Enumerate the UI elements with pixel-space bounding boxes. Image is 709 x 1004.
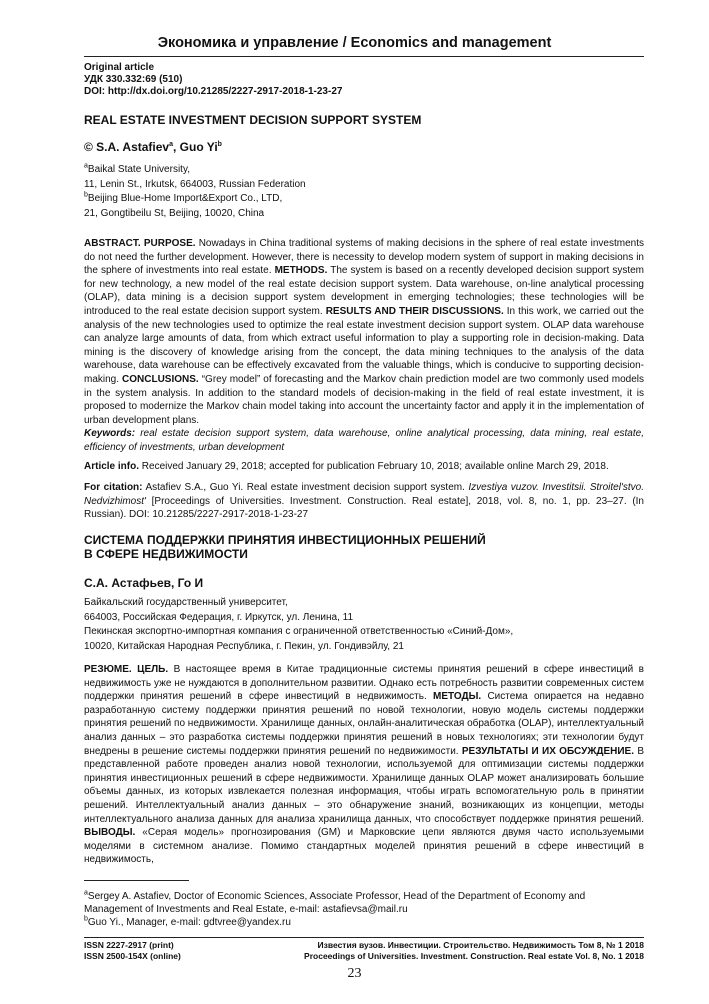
journal-header: Экономика и управление / Economics and management <box>157 35 552 51</box>
footer-rule <box>84 937 644 938</box>
authors-en <box>84 140 222 154</box>
footnote-rule <box>84 880 189 881</box>
affiliation-line: 21, Gongtibeilu St, Beijing, 10020, China <box>84 207 265 219</box>
footnotes <box>84 890 644 929</box>
article-meta <box>84 62 342 98</box>
title-en: REAL ESTATE INVESTMENT DECISION SUPPORT SYSTEM <box>84 113 422 127</box>
affiliation-line: $^a$Baikal State University, <box>84 162 190 175</box>
author-2-sup: b <box>217 141 222 148</box>
author-1-sup: a <box>169 141 173 148</box>
article-type: Original article <box>84 62 155 73</box>
abstract-en: ABSTRACT. PURPOSE. Nowadays in China traditional systems of making decisions in the sphere of real estate investments do not need the further development. However, there is necessity to develop modern system of support in making decisions in the sphere of investments into real estate. METHODS. The system is based on a recently developed decision support system for new technology, a new model of the real estate decision support system. Data warehouse, on-line analytical processing (OLAP), data mining is a decision support system development in emerging technologies; these technologies will be introduced to the real estate decision support system. RESULTS AND THEIR DISCUSSIONS. In this work, we carried out the analysis of the new technologies used to optimize the real estate investment decision support system. OLAP data warehouse can analyze large amounts of data, from which extract useful information to play a supporting role in decision-making. Data mining is the discovery of knowledge arising from the concept, the data mining techniques to the analysis of the data warehouse, data warehouse can be effectively excavated from the valuable things, which is conducive to supporting decision-making. CONCLUSIONS. “Grey model” of forecasting and the Markov chain prediction model are two commonly used models in the system analysis. In addition to the standard models of decision-making in the field of real estate investment, it is proposed to modernize the Markov chain model taking into account the uncertainty factor and apply it in the implementation of urban development plans. Keywords: real estate decision support system, data warehouse, online analytical processing, data mining, real estate, efficiency of investments, urban development <box>84 238 645 453</box>
footnote: $^a$Sergey A. Astafiev, Doctor of Economic Sciences, Associate Professor, Head of the Department of Economy and Management of Investments and Real Estate, e-mail: astafievsa@mail.ru <box>84 889 586 915</box>
title-ru: СИСТЕМА ПОДДЕРЖКИ ПРИНЯТИЯ ИНВЕСТИЦИОННЫХ РЕШЕНИЙ В СФЕРЕ НЕДВИЖИМОСТИ <box>84 533 486 561</box>
affiliations-en <box>84 163 306 221</box>
affiliation-line: 11, Lenin St., Irkutsk, 664003, Russian Federation <box>84 178 306 190</box>
footer-issn: ISSN 2227-2917 (print) ISSN 2500-154X (online) <box>84 940 181 961</box>
article-info: Article info. Received January 29, 2018; accepted for publication February 10, 2018; available online March 29, 2018. <box>84 461 609 472</box>
udk: УДК 330.332:69 (510) <box>84 74 183 85</box>
affiliations-ru <box>84 596 513 654</box>
header-rule <box>84 56 644 57</box>
footnote: $^b$Guo Yi., Manager, e-mail: gdtvree@yandex.ru <box>84 915 291 928</box>
page-number: 23 <box>347 966 362 981</box>
affiliation-line: Пекинская экспортно-импортная компания с ограниченной ответственностью «Синий-Дом», <box>84 626 514 637</box>
authors-ru: С.А. Астафьев, Го И <box>84 576 204 590</box>
affiliation-line: 10020, Китайская Народная Республика, г. Пекин, ул. Гондивэйлу, 21 <box>84 640 404 652</box>
doi: DOI: http://dx.doi.org/10.21285/2227-2917-2018-1-23-27 <box>84 86 343 97</box>
footer-journal: Известия вузов. Инвестиции. Строительство. Недвижимость Том 8, № 1 2018 Proceedings of Universities. Investment. Construction. Real estate Vol. 8, No. 1 2018 <box>304 940 644 961</box>
author-2: , Guo Yi <box>173 140 218 154</box>
author-1: © S.A. Astafiev <box>84 140 170 154</box>
abstract-ru: РЕЗЮМЕ. ЦЕЛЬ. В настоящее время в Китае традиционные системы принятия решений в сфере инвестиций в недвижимость уже не нуждаются в дополнительном развитии. Однако есть потребность развитии современных систем поддержки принятия решений в сфере инвестиций в недвижимость. МЕТОДЫ. Система опирается на недавно разработанную систему поддержки принятия решений по новой технологии, новую модель системы поддержки принятия решений по недвижимости. Хранилище данных, онлайн-аналитическая обработка (OLAP), интеллектуальный анализ данных – это разработка системы поддержки принятия решений в новых технологиях; эти технологии будут внедрены в решение системы поддержки принятия решений по недвижимости. РЕЗУЛЬТАТЫ И ИХ ОБСУЖДЕНИЕ. В представленной работе проведен анализ новой технологии, используемой для оптимизации системы поддержки принятия инвестиционных решений в сфере недвижимости. Хранилище данных OLAP может анализировать большие объемы данных, из которых извлекается полезная информация, чтобы играть вспомогательную роль в принятии решений. Интеллектуальный анализ данных – это обнаружение знаний, возникающих из концепции, методы интеллектуального анализа данных для анализа хранилища данных, что способствует поддержке принятия решений. ВЫВОДЫ. «Серая модель» прогнозирования (GM) и Марковские цепи являются двумя часто используемыми моделями в системном анализе. Помимо стандартных моделей принятия решений в сфере инвестиций в недвижимость, <box>84 664 644 866</box>
citation: For citation: Astafiev S.A., Guo Yi. Real estate investment decision support system. Izvestiya vuzov. Investitsii. Stroitel'stvo. Nedvizhimost' [Proceedings of Universities. Investment. Construction. Real estate], 2018, vol. 8, no. 1, pp. 23–27. (In Russian). DOI: 10.21285/2227-2917-2018-1-23-27 <box>84 482 644 521</box>
affiliation-line: $^b$Beijing Blue-Home Import&Export Co., LTD, <box>84 191 283 204</box>
affiliation-line: 664003, Российская Федерация, г. Иркутск, ул. Ленина, 11 <box>84 611 354 623</box>
affiliation-line: Байкальский государственный университет, <box>84 597 288 608</box>
